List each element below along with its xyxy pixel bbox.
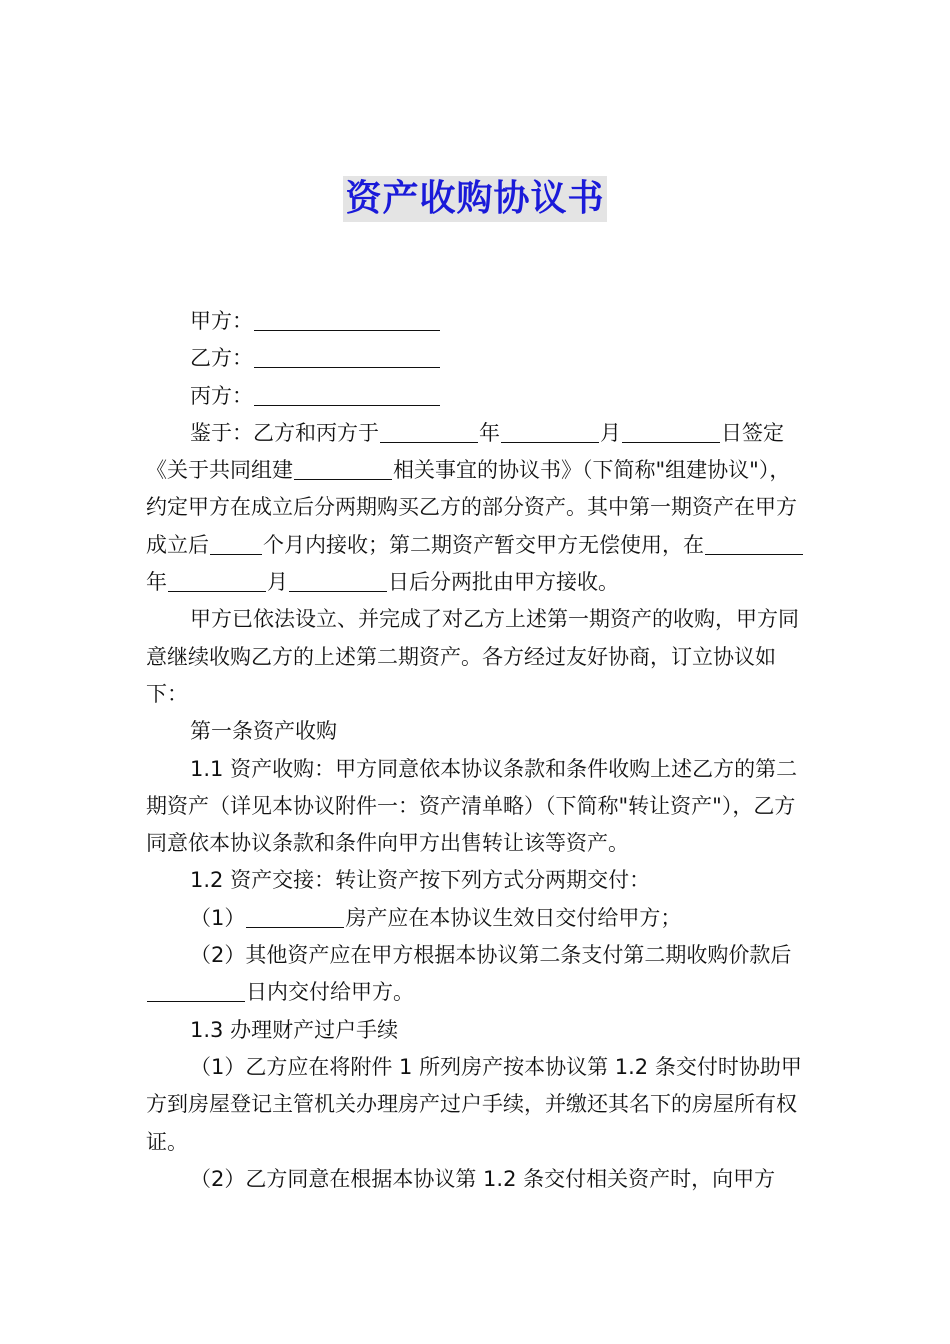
recital-text-2: 年 (479, 420, 500, 445)
clause-1-2-2-suffix: 日内交付给甲方。 (246, 980, 414, 1005)
article-1-heading: 第一条资产收购 (190, 719, 337, 744)
clause-1-1: 1.1 资产收购：甲方同意依本协议条款和条件收购上述乙方的第二期资产（详见本协议附件一：资产清单略）（下简称"转让资产"），乙方同意依本协议条款和条件向甲方出售转让该等资产。 (146, 756, 798, 856)
document-title: 资产收购协议书 (343, 176, 606, 222)
recital-paragraph-2: 甲方已依法设立、并完成了对乙方上述第一期资产的收购，甲方同意继续收购乙方的上述第二期资产。各方经过友好协商，订立协议如下： (146, 607, 799, 706)
month-blank (501, 418, 599, 443)
recital-text-5: 相关事宜的协议书》（下简称"组建协议"），约定甲方在成立后分两期购买乙方的部分资产。其中第一期资产在甲方成立后 (146, 458, 797, 557)
party-c-blank (254, 381, 440, 406)
party-a-blank (254, 306, 440, 331)
party-c-line (146, 378, 808, 415)
clause-1-3-1: （1）乙方应在将附件 1 所列房产按本协议第 1.2 条交付时协助甲方到房屋登记主管机关办理房产过户手续，并缴还其名下的房屋所有权证。 (146, 1054, 802, 1154)
clause-1-3-2: （2）乙方同意在根据本协议第 1.2 条交付相关资产时，向甲方 (190, 1166, 776, 1191)
months-blank (210, 530, 262, 555)
party-b-blank (254, 343, 440, 368)
property-blank (246, 903, 344, 928)
days-blank (147, 977, 245, 1002)
clause-1-2-1-text: 房产应在本协议生效日交付给甲方； (345, 905, 682, 930)
party-a-line (146, 303, 808, 340)
day-blank (622, 418, 720, 443)
recital-text-6: 个月内接收；第二期资产暂交甲方无偿使用，在 (263, 532, 704, 557)
clause-1-2-2-text: （2）其他资产应在甲方根据本协议第二条支付第二期收购价款后 (190, 943, 792, 968)
recital-text-3: 月 (600, 420, 621, 445)
clause-1-2-2 (146, 937, 808, 1012)
recital-text-4: 日签定《关于共同组建 (146, 420, 784, 483)
recital-text-7: 年 (146, 570, 167, 595)
year-blank-2 (705, 530, 803, 555)
day-blank-2 (289, 567, 387, 592)
recital-paragraph (146, 415, 808, 601)
party-b-line (146, 340, 808, 377)
party-a-label: 甲方： (190, 309, 253, 333)
clause-1-2-1-prefix: （1） (190, 905, 246, 930)
clause-1-3: 1.3 办理财产过户手续 (190, 1017, 399, 1042)
document-body (146, 303, 808, 1198)
document-title-container (0, 176, 950, 222)
party-b-label: 乙方： (190, 346, 253, 371)
venture-name-blank (294, 455, 392, 480)
recital-text-1: 鉴于：乙方和丙方于 (190, 420, 379, 445)
clause-1-2-1 (146, 900, 808, 937)
recital-text-8: 月 (267, 570, 288, 595)
month-blank-2 (168, 567, 266, 592)
clause-1-2: 1.2 资产交接：转让资产按下列方式分两期交付： (190, 868, 651, 893)
party-c-label: 丙方： (190, 383, 253, 408)
year-blank (380, 418, 478, 443)
recital-text-9: 日后分两批由甲方接收。 (388, 570, 619, 595)
